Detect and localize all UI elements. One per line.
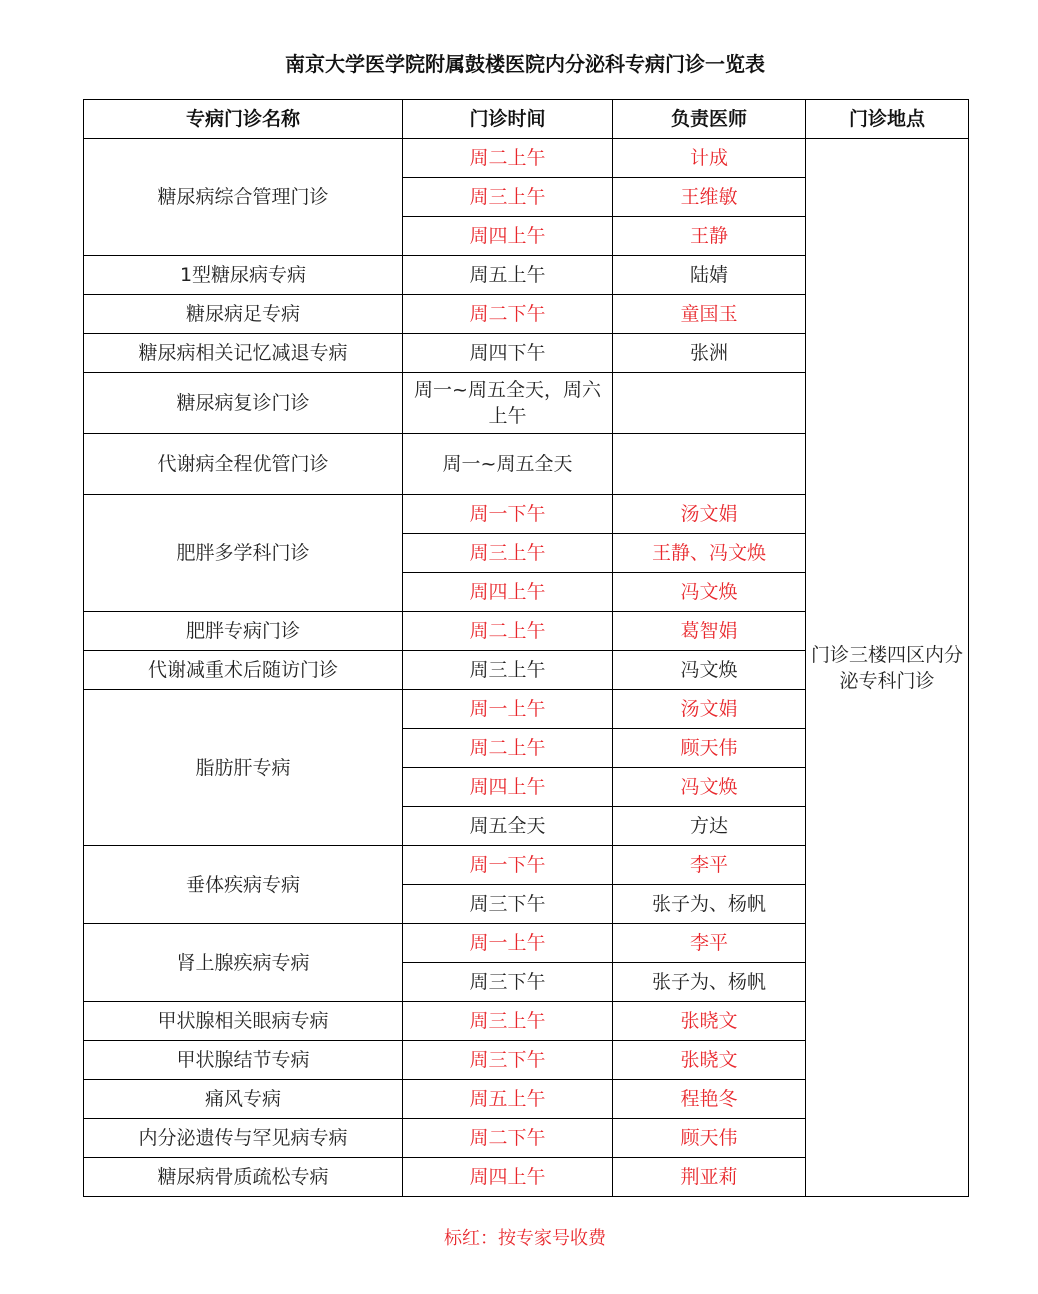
doctor-cell: 顾天伟 — [613, 729, 806, 768]
clinic-time-cell: 周一下午 — [403, 846, 613, 885]
clinic-time-cell: 周一~周五全天，周六上午 — [403, 373, 613, 434]
clinic-name-cell: 肾上腺疾病专病 — [84, 924, 403, 1002]
doctor-cell: 顾天伟 — [613, 1119, 806, 1158]
table-header-row — [84, 100, 969, 139]
clinic-name-cell: 糖尿病复诊门诊 — [84, 373, 403, 434]
clinic-name-cell: 甲状腺相关眼病专病 — [84, 1002, 403, 1041]
header-clinic-name: 专病门诊名称 — [84, 100, 403, 139]
clinic-time-cell: 周三下午 — [403, 963, 613, 1002]
clinic-time-cell: 周二上午 — [403, 612, 613, 651]
clinic-time-cell: 周四上午 — [403, 217, 613, 256]
clinic-time-cell: 周二上午 — [403, 139, 613, 178]
clinic-name-cell: 痛风专病 — [84, 1080, 403, 1119]
clinic-time-cell: 周五上午 — [403, 1080, 613, 1119]
doctor-cell: 张子为、杨帆 — [613, 885, 806, 924]
doctor-cell: 王静、冯文焕 — [613, 534, 806, 573]
location-cell: 门诊三楼四区内分泌专科门诊 — [806, 139, 969, 1197]
doctor-cell — [613, 434, 806, 495]
clinic-name-cell: 代谢减重术后随访门诊 — [84, 651, 403, 690]
clinic-time-cell: 周三上午 — [403, 534, 613, 573]
clinic-name-cell: 垂体疾病专病 — [84, 846, 403, 924]
header-clinic-time: 门诊时间 — [403, 100, 613, 139]
table-row — [84, 139, 969, 178]
doctor-cell: 陆婧 — [613, 256, 806, 295]
clinic-name-cell: 肥胖专病门诊 — [84, 612, 403, 651]
clinic-time-cell: 周四下午 — [403, 334, 613, 373]
clinic-name-cell: 糖尿病足专病 — [84, 295, 403, 334]
doctor-cell: 计成 — [613, 139, 806, 178]
clinic-time-cell: 周二下午 — [403, 1119, 613, 1158]
doctor-cell: 王维敏 — [613, 178, 806, 217]
clinic-time-cell: 周一上午 — [403, 924, 613, 963]
doctor-cell: 张洲 — [613, 334, 806, 373]
clinic-time-cell: 周一上午 — [403, 690, 613, 729]
clinic-name-cell: 代谢病全程优管门诊 — [84, 434, 403, 495]
clinic-name-cell: 内分泌遗传与罕见病专病 — [84, 1119, 403, 1158]
clinic-time-cell: 周五上午 — [403, 256, 613, 295]
clinic-time-cell: 周二上午 — [403, 729, 613, 768]
clinic-time-cell: 周一下午 — [403, 495, 613, 534]
doctor-cell: 汤文娟 — [613, 690, 806, 729]
clinic-name-cell: 脂肪肝专病 — [84, 690, 403, 846]
doctor-cell: 李平 — [613, 924, 806, 963]
doctor-cell: 王静 — [613, 217, 806, 256]
doctor-cell: 童国玉 — [613, 295, 806, 334]
clinic-time-cell: 周三上午 — [403, 651, 613, 690]
doctor-cell: 方达 — [613, 807, 806, 846]
doctor-cell: 汤文娟 — [613, 495, 806, 534]
clinic-name-cell: 糖尿病骨质疏松专病 — [84, 1158, 403, 1197]
page-title: 南京大学医学院附属鼓楼医院内分泌科专病门诊一览表 — [285, 52, 765, 76]
doctor-cell: 冯文焕 — [613, 573, 806, 612]
header-doctor: 负责医师 — [613, 100, 806, 139]
clinic-time-cell: 周二下午 — [403, 295, 613, 334]
clinic-table — [83, 99, 969, 1197]
doctor-cell: 荆亚莉 — [613, 1158, 806, 1197]
doctor-cell: 冯文焕 — [613, 651, 806, 690]
doctor-cell: 程艳冬 — [613, 1080, 806, 1119]
clinic-name-cell: 肥胖多学科门诊 — [84, 495, 403, 612]
clinic-name-cell: 糖尿病相关记忆减退专病 — [84, 334, 403, 373]
doctor-cell: 冯文焕 — [613, 768, 806, 807]
clinic-time-cell: 周四上午 — [403, 1158, 613, 1197]
clinic-time-cell: 周三上午 — [403, 1002, 613, 1041]
clinic-name-cell: 1型糖尿病专病 — [84, 256, 403, 295]
clinic-name-cell: 糖尿病综合管理门诊 — [84, 139, 403, 256]
clinic-name-cell: 甲状腺结节专病 — [84, 1041, 403, 1080]
clinic-time-cell: 周三下午 — [403, 1041, 613, 1080]
footnote: 标红：按专家号收费 — [444, 1228, 606, 1249]
doctor-cell: 张晓文 — [613, 1002, 806, 1041]
doctor-cell: 张晓文 — [613, 1041, 806, 1080]
doctor-cell: 张子为、杨帆 — [613, 963, 806, 1002]
clinic-time-cell: 周五全天 — [403, 807, 613, 846]
clinic-time-cell: 周三上午 — [403, 178, 613, 217]
doctor-cell: 李平 — [613, 846, 806, 885]
header-location: 门诊地点 — [806, 100, 969, 139]
clinic-time-cell: 周四上午 — [403, 768, 613, 807]
clinic-time-cell: 周一~周五全天 — [403, 434, 613, 495]
clinic-time-cell: 周四上午 — [403, 573, 613, 612]
doctor-cell — [613, 373, 806, 434]
table-body — [84, 139, 969, 1197]
clinic-time-cell: 周三下午 — [403, 885, 613, 924]
doctor-cell: 葛智娟 — [613, 612, 806, 651]
